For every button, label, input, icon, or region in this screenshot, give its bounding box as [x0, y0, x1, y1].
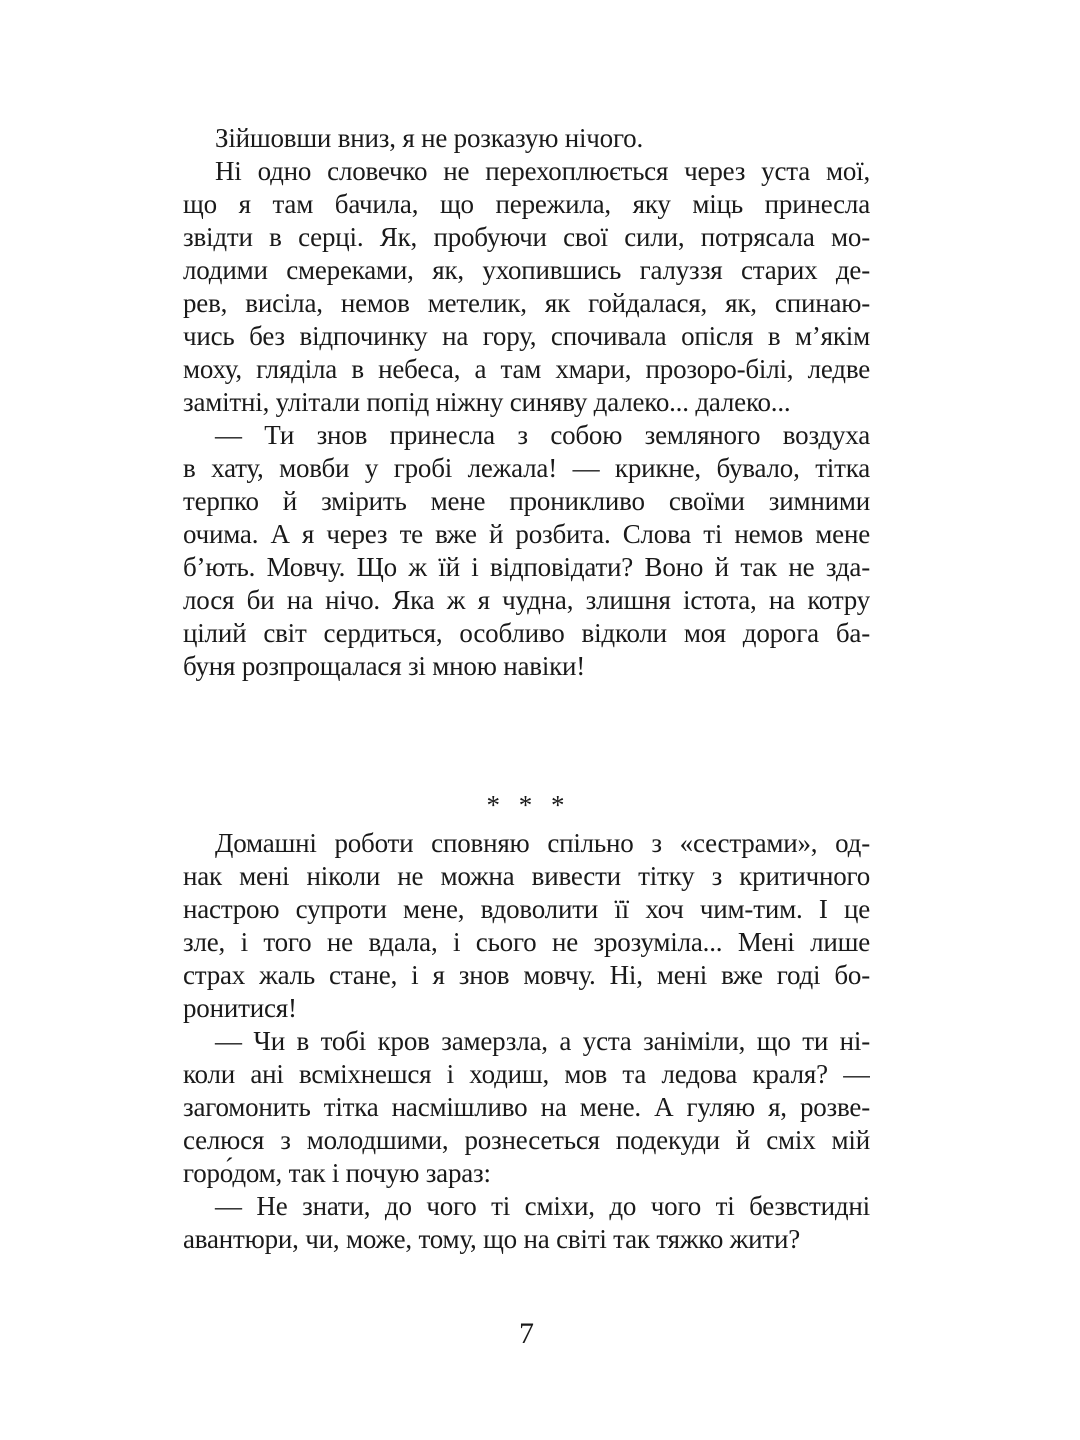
section-1	[183, 122, 870, 683]
text-line: загомонить тітка насмішливо на мене. А гуляю я, розве-	[183, 1092, 870, 1122]
text-line: селюся з молодшими, рознесеться подекуди й сміх мій	[183, 1125, 870, 1155]
text-line: в хату, мовби у гробі лежала! — крикне, бувало, тітка	[183, 453, 870, 483]
text-line: що я там бачила, що пережила, яку міць принесла	[183, 189, 870, 219]
text-line: нак мені ніколи не можна вивести тітку з критичного	[183, 861, 870, 891]
text-line: цілий світ сердиться, особливо відколи моя дорога ба-	[183, 618, 870, 648]
text-line: зле, і того не вдала, і сього не зрозуміла... Мені лише	[183, 927, 870, 957]
paragraph	[183, 1025, 870, 1190]
paragraph	[183, 419, 870, 683]
section-divider: * * *	[486, 790, 567, 820]
text-line: моху, гляділа в небеса, а там хмари, прозоро-білі, ледве	[183, 354, 870, 384]
text-line: — Не знати, до чого ті сміхи, до чого ті безвстидні	[215, 1191, 870, 1221]
text-line: буня розпрощалася зі мною навіки!	[183, 651, 586, 681]
text-line: Домашні роботи сповняю спільно з «сестрами», од-	[215, 828, 870, 858]
text-line: — Ти знов принесла з собою земляного воздуха	[215, 420, 870, 450]
text-line: — Чи в тобі кров замерзла, а уста заніміли, що ти ні-	[215, 1026, 870, 1056]
text-line: лося би на нічо. Яка ж я чудна, злишня істота, на котру	[183, 585, 870, 615]
text-line: авантюри, чи, може, тому, що на світі так тяжко жити?	[183, 1224, 801, 1254]
text-line: замітні, улітали попід ніжну синяву далеко... далеко...	[183, 387, 791, 417]
paragraph	[183, 122, 870, 155]
text-line: чись без відпочинку на гору, спочивала опісля в м’якім	[183, 321, 870, 351]
text-line: рев, висіла, немов метелик, як гойдалася, як, спинаю-	[183, 288, 870, 318]
text-line: терпко й змірить мене проникливо своїми зимними	[183, 486, 870, 516]
section-2	[183, 827, 870, 1256]
text-line: Ні одно словечко не перехоплюється через уста мої,	[215, 156, 870, 186]
text-line: коли ані всміхнешся і ходиш, мов та ледова краля? —	[183, 1059, 870, 1089]
text-line: настрою супроти мене, вдоволити її хоч чим-тим. І це	[183, 894, 870, 924]
text-line: Зійшовши вниз, я не розказую нічого.	[215, 123, 644, 153]
page-number: 7	[519, 1317, 534, 1350]
text-line: ронитися!	[183, 993, 297, 1023]
text-line: б’ють. Мовчу. Що ж їй і відповідати? Воно й так не зда-	[183, 552, 870, 582]
text-block	[183, 122, 870, 1256]
paragraph	[183, 155, 870, 419]
text-line: очима. А я через те вже й розбита. Слова ті немов мене	[183, 519, 870, 549]
text-line: лодими смереками, як, ухопившись галуззя старих де-	[183, 255, 870, 285]
text-line: звідти в серці. Як, пробуючи свої сили, потрясала мо-	[183, 222, 870, 252]
text-line: страх жаль стане, і я знов мовчу. Ні, мені вже годі бо-	[183, 960, 870, 990]
paragraph	[183, 1190, 870, 1256]
text-line: горо́дом, так і почую зараз:	[183, 1158, 491, 1188]
paragraph	[183, 827, 870, 1025]
